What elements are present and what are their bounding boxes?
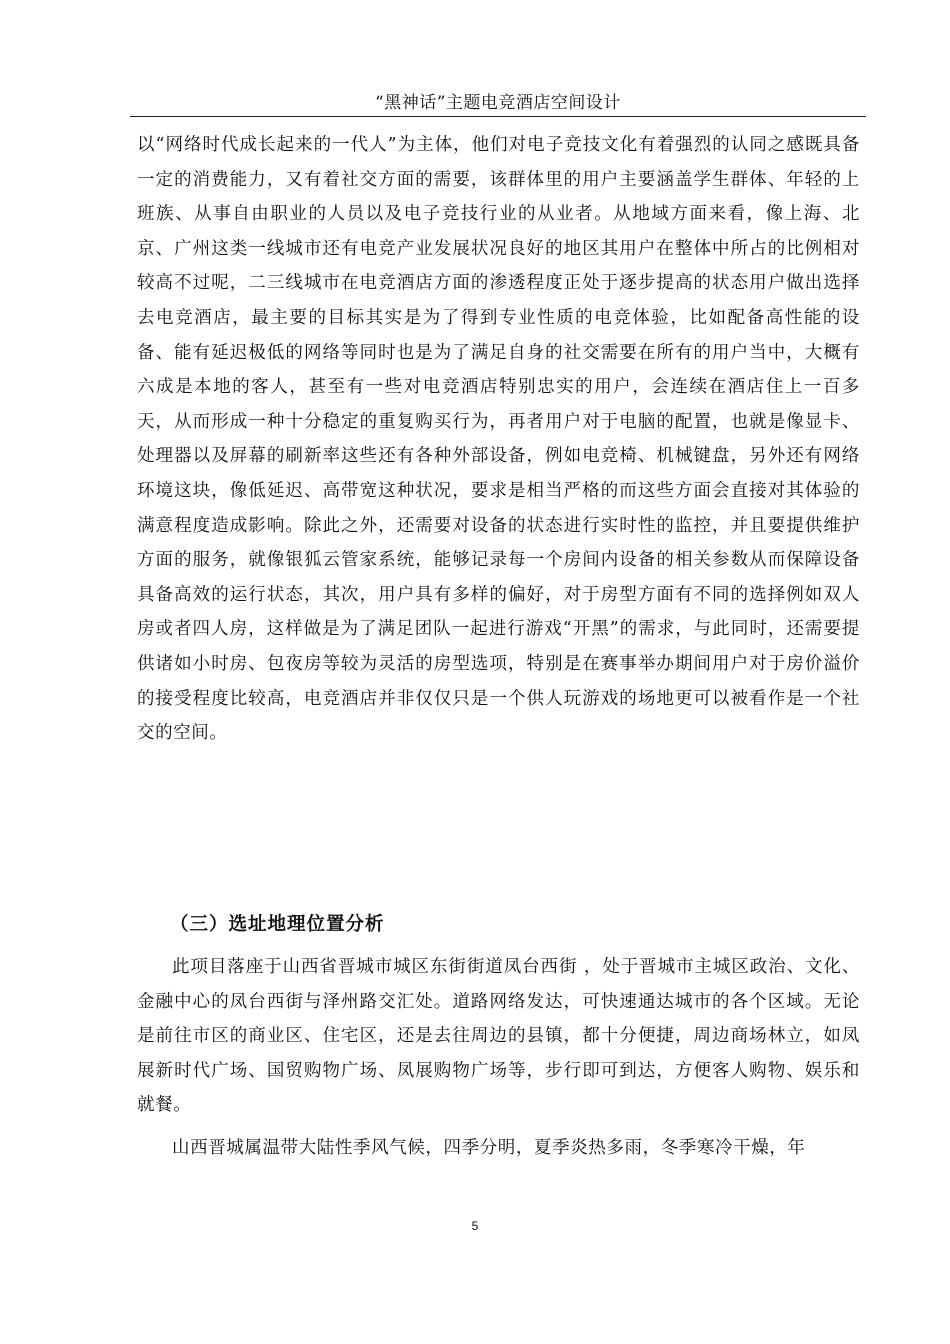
body-paragraph-user-analysis: 以“网络时代成长起来的一代人”为主体，他们对电子竞技文化有着强烈的认同之感既具备一定的消费能力，又有着社交方面的需要，该群体里的用户主要涵盖学生群体、年轻的上班族、从事自由职业的人员以及电子竞技行业的从业者。从地域方面来看，像上海、北京、广州这类一线城市还有电竞产业发展状况良好的地区其用户在整体中所占的比例相对较高不过呢，二三线城市在电竞酒店方面的渗透程度正处于逐步提高的状态用户做出选择去电竞酒店，最主要的目标其实是为了得到专业性质的电竞体验，比如配备高性能的设备、能有延迟极低的网络等同时也是为了满足自身的社交需要在所有的用户当中，大概有六成是本地的客人，甚至有一些对电竞酒店特别忠实的用户，会连续在酒店住上一百多天，从而形成一种十分稳定的重复购买行为，再者用户对于电脑的配置，也就是像显卡、处理器以及屏幕的刷新率这些还有各种外部设备，例如电竞椅、机械键盘，另外还有网络环境这块，像低延迟、高带宽这种状况，要求是相当严格的而这些方面会直接对其体验的满意程度造成影响。除此之外，还需要对设备的状态进行实时性的监控，并且要提供维护方面的服务，就像银狐云管家系统，能够记录每一个房间内设备的相关参数从而保障设备具备高效的运行状态，其次，用户具有多样的偏好，对于房型方面有不同的选择例如双人房或者四人房，这样做是为了满足团队一起进行游戏“开黑”的需求，与此同时，还需要提供诸如小时房、包夜房等较为灵活的房型选项，特别是在赛事举办期间用户对于房价溢价的接受程度比较高，电竞酒店并非仅仅只是一个供人玩游戏的场地更可以被看作是一个社交的空间。: [137, 135, 860, 744]
page-header-title: “黑神话”主题电竞酒店空间设计: [375, 93, 621, 113]
body-paragraph-climate: 山西晋城属温带大陆性季风气候，四季分明，夏季炎热多雨，冬季寒冷干燥，年: [172, 1138, 806, 1158]
body-paragraph-site-location: 此项目落座于山西省晋城市城区东街街道凤台西街 ，处于晋城市主城区政治、文化、金融中心的凤台西街与泽州路交汇处。道路网络发达，可快速通达城市的各个区域。无论是前往市区的商业区、住宅区，还是去往周边的县镇，都十分便捷，周边商场林立，如凤展新时代广场、国贸购物广场、凤展购物广场等，步行即可到达，方便客人购物、娱乐和就餐。: [137, 957, 860, 1116]
page-number: 5: [471, 1219, 479, 1233]
section-heading-site-location: （三）选址地理位置分析: [170, 914, 385, 935]
header-divider: [130, 116, 866, 117]
